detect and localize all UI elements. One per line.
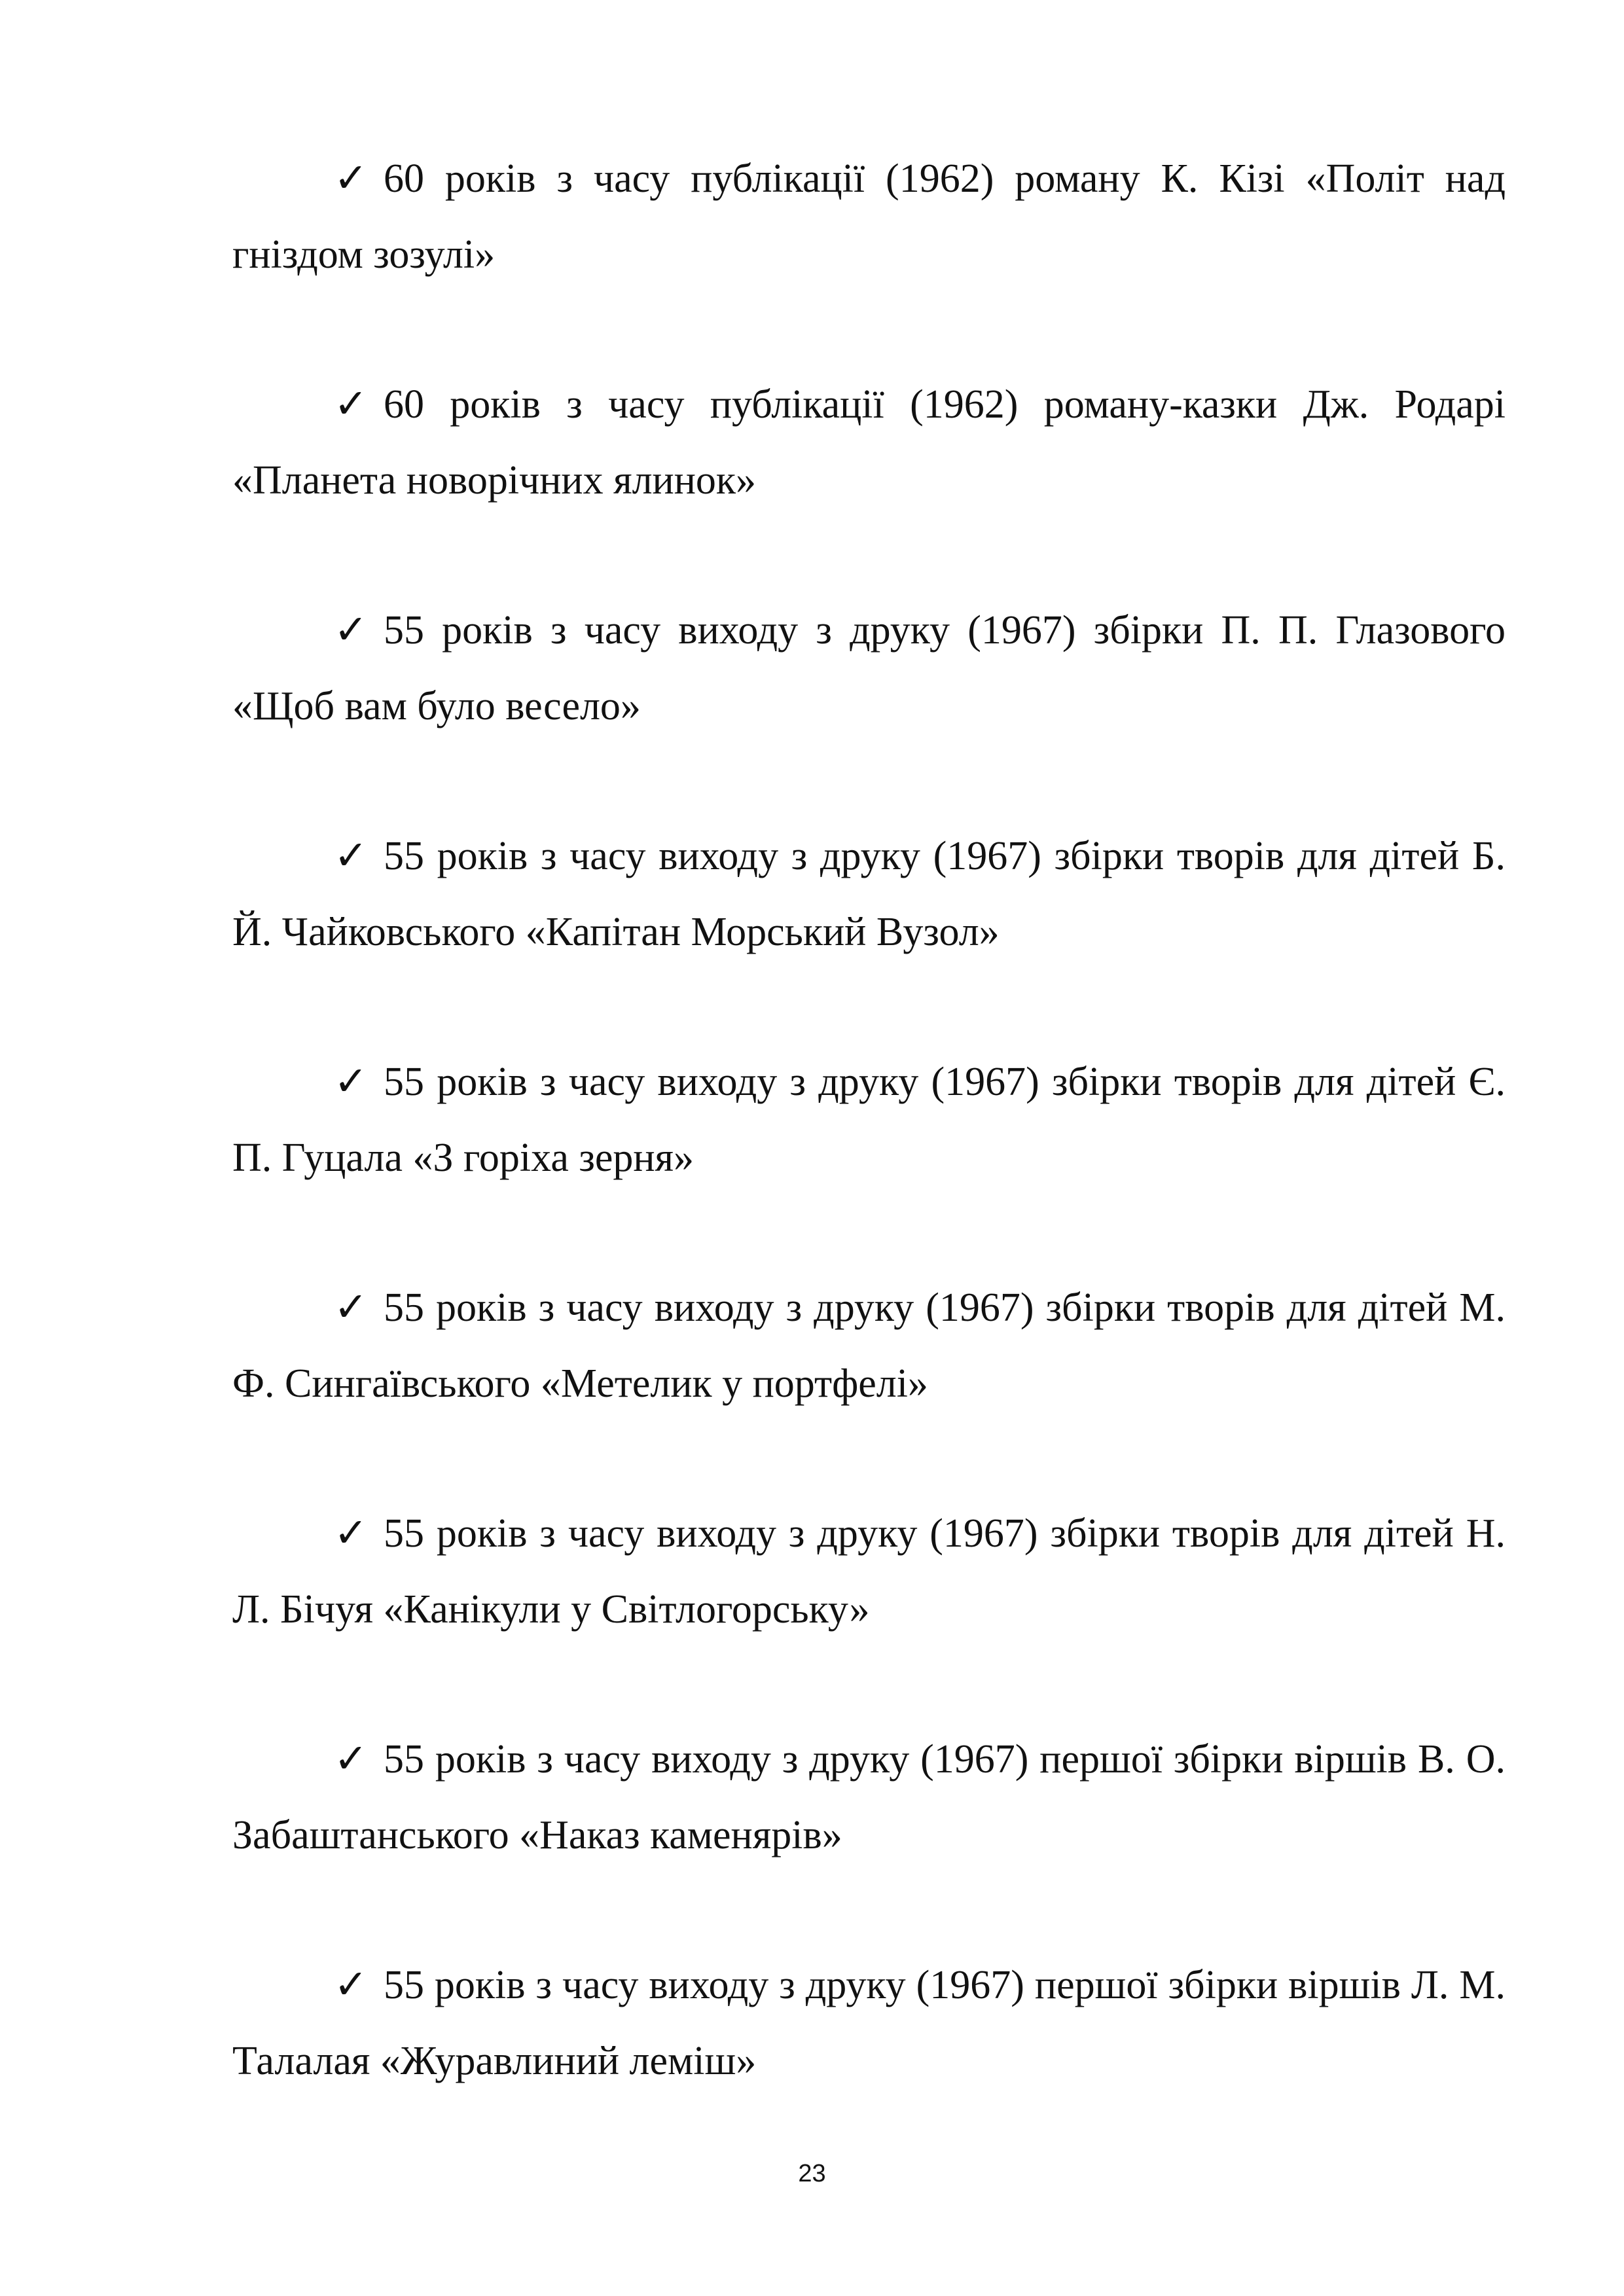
list-item (232, 141, 1506, 293)
checkmark-icon: ✓ (334, 1963, 368, 2007)
list-item-text: 55 років з часу виходу з друку (1967) збірки творів для дітей М. Ф. Сингаївського «Метелик у портфелі» (232, 1285, 1506, 1406)
list-item (232, 1496, 1506, 1647)
list-item (232, 592, 1506, 744)
list-item (232, 1721, 1506, 1873)
list-item-text: 55 років з часу виходу з друку (1967) збірки П. П. Глазового «Щоб вам було весело» (232, 608, 1506, 728)
checkmark-icon: ✓ (334, 1511, 368, 1556)
list-item-text: 55 років з часу виходу з друку (1967) першої збірки віршів Л. М. Талалая «Журавлиний леміш» (232, 1963, 1506, 2083)
list-item-text: 55 років з часу виходу з друку (1967) першої збірки віршів В. О. Забаштанського «Наказ каменярів» (232, 1737, 1506, 1857)
checkmark-icon: ✓ (334, 1060, 368, 1104)
page-number: 23 (798, 2160, 826, 2187)
list-item-text: 60 років з часу публікації (1962) роману-казки Дж. Родарі «Планета новорічних ялинок» (232, 382, 1506, 503)
checkmark-icon: ✓ (334, 834, 368, 878)
checkmark-icon: ✓ (334, 1285, 368, 1330)
list-item (232, 1270, 1506, 1422)
list-item (232, 1044, 1506, 1196)
checkmark-icon: ✓ (334, 1737, 368, 1782)
list-item (232, 1947, 1506, 2099)
checkmark-icon: ✓ (334, 608, 368, 653)
list-item (232, 818, 1506, 970)
list-item-text: 60 років з часу публікації (1962) роману К. Кізі «Політ над гніздом зозулі» (232, 156, 1506, 277)
anniversary-list (232, 141, 1506, 2173)
list-item-text: 55 років з часу виходу з друку (1967) збірки творів для дітей Н. Л. Бічуя «Канікули у Світлогорську» (232, 1511, 1506, 1632)
checkmark-icon: ✓ (334, 156, 368, 201)
list-item-text: 55 років з часу виходу з друку (1967) збірки творів для дітей Є. П. Гуцала «З горіха зерня» (232, 1060, 1506, 1180)
list-item (232, 367, 1506, 518)
list-item-text: 55 років з часу виходу з друку (1967) збірки творів для дітей Б. Й. Чайковського «Капітан Морський Вузол» (232, 834, 1506, 954)
checkmark-icon: ✓ (334, 382, 368, 427)
